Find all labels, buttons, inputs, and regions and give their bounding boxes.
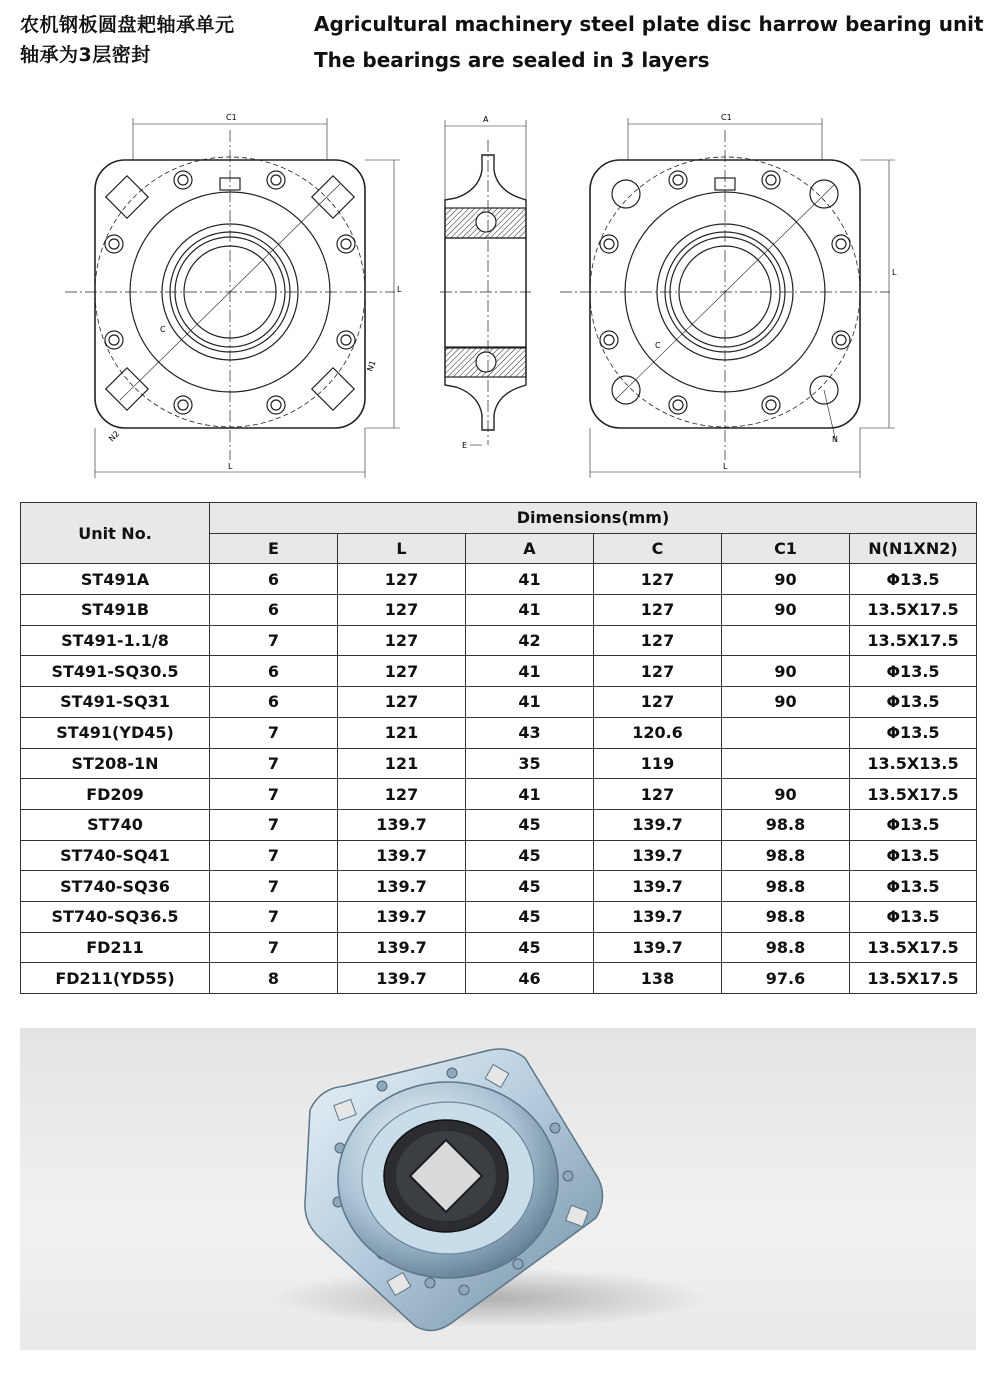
variant-view-l-side-label: L	[892, 268, 897, 277]
table-row	[21, 779, 977, 810]
cell-e: 7	[210, 840, 338, 871]
cell-c: 127	[594, 656, 722, 687]
cell-a: 41	[466, 687, 594, 718]
cell-l: 127	[338, 564, 466, 595]
cell-e: 7	[210, 625, 338, 656]
cell-c1: 98.8	[722, 809, 850, 840]
table-row	[21, 595, 977, 626]
cell-l: 127	[338, 595, 466, 626]
cell-e: 7	[210, 871, 338, 902]
cell-l: 127	[338, 779, 466, 810]
cell-l: 139.7	[338, 901, 466, 932]
cell-l: 139.7	[338, 932, 466, 963]
cell-unit-no: ST491B	[21, 595, 210, 626]
column-header-c: C	[594, 533, 722, 564]
cell-n: 13.5X17.5	[850, 625, 977, 656]
title-cn-line-1: 农机钢板圆盘耙轴承单元	[20, 14, 235, 36]
cell-e: 6	[210, 687, 338, 718]
cell-c: 119	[594, 748, 722, 779]
cell-unit-no: ST740-SQ36	[21, 871, 210, 902]
front-view-l-side-label: L	[397, 285, 402, 294]
column-header-c1: C1	[722, 533, 850, 564]
cell-e: 7	[210, 932, 338, 963]
cell-a: 42	[466, 625, 594, 656]
title-cn-line-2: 轴承为3层密封	[20, 44, 151, 66]
cell-c: 139.7	[594, 901, 722, 932]
cell-a: 45	[466, 809, 594, 840]
cell-e: 6	[210, 595, 338, 626]
title-english	[314, 6, 984, 78]
cell-e: 7	[210, 901, 338, 932]
cell-l: 121	[338, 717, 466, 748]
cell-c1: 90	[722, 656, 850, 687]
front-view-c-label: C	[160, 325, 166, 334]
table-row	[21, 932, 977, 963]
cell-a: 45	[466, 871, 594, 902]
cell-c: 139.7	[594, 840, 722, 871]
column-header-l: L	[338, 533, 466, 564]
title-en-line-2: The bearings are sealed in 3 layers	[314, 48, 710, 72]
cell-c: 138	[594, 963, 722, 994]
table-row	[21, 840, 977, 871]
table-row	[21, 687, 977, 718]
product-photo	[20, 1028, 976, 1350]
cell-e: 7	[210, 717, 338, 748]
cell-a: 46	[466, 963, 594, 994]
cell-l: 121	[338, 748, 466, 779]
cell-e: 7	[210, 779, 338, 810]
table-row	[21, 748, 977, 779]
cell-c1: 97.6	[722, 963, 850, 994]
table-row	[21, 809, 977, 840]
cell-l: 139.7	[338, 963, 466, 994]
table-row	[21, 963, 977, 994]
cell-c: 139.7	[594, 932, 722, 963]
cell-c1	[722, 748, 850, 779]
variant-view-c1-label: C1	[721, 113, 732, 122]
cell-l: 127	[338, 656, 466, 687]
cell-n: Φ13.5	[850, 840, 977, 871]
dimensions-header: Dimensions(mm)	[210, 503, 977, 534]
variant-view-c-label: C	[655, 341, 661, 350]
front-view-c1-label: C1	[226, 113, 237, 122]
table-row	[21, 656, 977, 687]
cell-c1: 98.8	[722, 901, 850, 932]
cell-e: 7	[210, 809, 338, 840]
cell-n: 13.5X13.5	[850, 748, 977, 779]
cell-c: 127	[594, 595, 722, 626]
column-header-e: E	[210, 533, 338, 564]
dimensions-table	[20, 502, 977, 994]
column-header-n: N(N1XN2)	[850, 533, 977, 564]
cell-unit-no: ST491(YD45)	[21, 717, 210, 748]
cell-unit-no: FD211(YD55)	[21, 963, 210, 994]
cell-a: 41	[466, 564, 594, 595]
title-en-line-1: Agricultural machinery steel plate disc harrow bearing unit	[314, 12, 984, 36]
cell-c: 120.6	[594, 717, 722, 748]
cell-c1: 98.8	[722, 932, 850, 963]
cell-a: 41	[466, 656, 594, 687]
cell-c1: 90	[722, 595, 850, 626]
cell-n: Φ13.5	[850, 901, 977, 932]
cell-e: 7	[210, 748, 338, 779]
side-section-drawing	[440, 120, 531, 445]
bearing-unit-illustration	[20, 1028, 976, 1350]
cell-unit-no: ST740-SQ41	[21, 840, 210, 871]
cell-l: 127	[338, 687, 466, 718]
cell-unit-no: ST491-SQ30.5	[21, 656, 210, 687]
side-view-a-label: A	[483, 115, 489, 124]
cell-n: Φ13.5	[850, 564, 977, 595]
table-body	[21, 564, 977, 994]
column-header-a: A	[466, 533, 594, 564]
front-view-drawing	[65, 118, 400, 478]
cell-unit-no: ST491-SQ31	[21, 687, 210, 718]
cell-c1: 98.8	[722, 840, 850, 871]
cell-unit-no: FD211	[21, 932, 210, 963]
cell-n: 13.5X17.5	[850, 932, 977, 963]
front-view-n1-label: N1	[365, 359, 378, 373]
cell-c1	[722, 717, 850, 748]
cell-e: 6	[210, 656, 338, 687]
cell-unit-no: ST491-1.1/8	[21, 625, 210, 656]
cell-l: 139.7	[338, 871, 466, 902]
cell-n: Φ13.5	[850, 717, 977, 748]
cell-a: 45	[466, 932, 594, 963]
cell-c: 139.7	[594, 809, 722, 840]
cell-c1: 90	[722, 779, 850, 810]
table-row	[21, 901, 977, 932]
front-view-variant-drawing	[560, 118, 895, 478]
variant-view-l-bottom-label: L	[723, 462, 728, 471]
cell-c1: 90	[722, 687, 850, 718]
cell-l: 139.7	[338, 809, 466, 840]
cell-c: 127	[594, 564, 722, 595]
cell-unit-no: ST491A	[21, 564, 210, 595]
front-view-l-bottom-label: L	[228, 462, 233, 471]
cell-n: Φ13.5	[850, 871, 977, 902]
cell-a: 43	[466, 717, 594, 748]
variant-view-n-label: N	[832, 435, 838, 444]
table-row	[21, 717, 977, 748]
table-row	[21, 871, 977, 902]
cell-c: 127	[594, 687, 722, 718]
cell-unit-no: FD209	[21, 779, 210, 810]
cell-n: 13.5X17.5	[850, 779, 977, 810]
cell-e: 6	[210, 564, 338, 595]
cell-c1: 90	[722, 564, 850, 595]
cell-unit-no: ST208-1N	[21, 748, 210, 779]
cell-l: 139.7	[338, 840, 466, 871]
cell-c: 127	[594, 625, 722, 656]
cell-e: 8	[210, 963, 338, 994]
unit-no-header: Unit No.	[21, 503, 210, 564]
cell-unit-no: ST740	[21, 809, 210, 840]
cell-unit-no: ST740-SQ36.5	[21, 901, 210, 932]
cell-a: 45	[466, 901, 594, 932]
table-row	[21, 625, 977, 656]
cell-c: 127	[594, 779, 722, 810]
cell-a: 45	[466, 840, 594, 871]
cell-c1: 98.8	[722, 871, 850, 902]
side-view-e-label: E	[462, 441, 468, 450]
cell-n: Φ13.5	[850, 687, 977, 718]
table-row	[21, 564, 977, 595]
cell-n: Φ13.5	[850, 809, 977, 840]
cell-n: 13.5X17.5	[850, 963, 977, 994]
cell-l: 127	[338, 625, 466, 656]
front-view-n2-label: N2	[107, 429, 122, 444]
cell-a: 41	[466, 595, 594, 626]
cell-n: 13.5X17.5	[850, 595, 977, 626]
cell-a: 35	[466, 748, 594, 779]
cell-c: 139.7	[594, 871, 722, 902]
cell-c1	[722, 625, 850, 656]
title-chinese	[20, 10, 235, 70]
technical-drawings	[0, 100, 1000, 485]
cell-n: Φ13.5	[850, 656, 977, 687]
cell-a: 41	[466, 779, 594, 810]
table-header-row	[21, 503, 977, 534]
